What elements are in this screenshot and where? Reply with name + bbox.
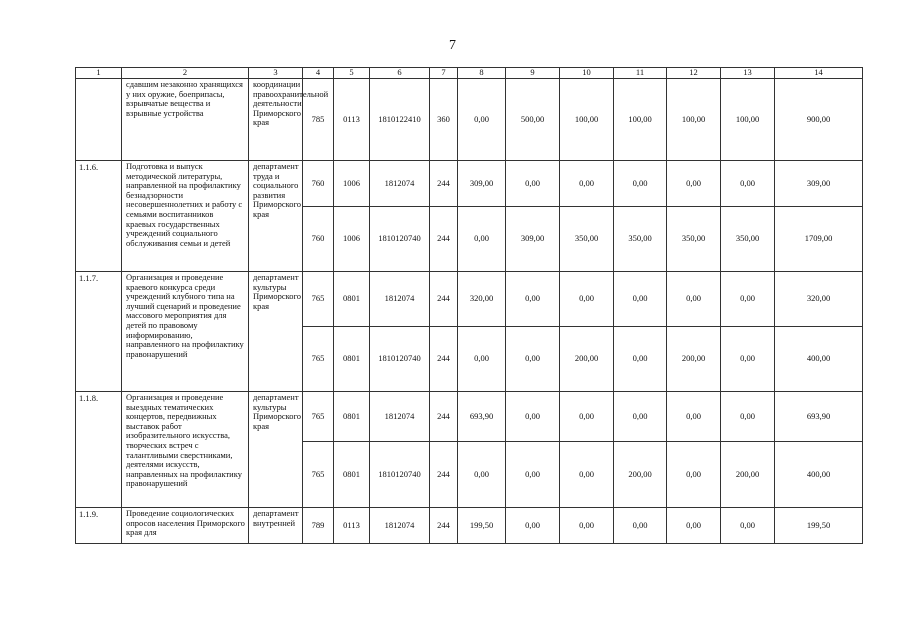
item-description: Организация и проведение краевого конкурса среди учреждений клубного типа на лучший сценарий и проведение массового мероприятия для детей по правовому информированию, направленного на профилактику правонарушений <box>122 272 249 392</box>
value-cell-c10: 0,00 <box>560 442 614 508</box>
value-cell-c5: 0801 <box>334 442 370 508</box>
item-number <box>76 79 122 161</box>
value-cell-c13: 0,00 <box>721 392 775 442</box>
value-cell-c10: 350,00 <box>560 207 614 272</box>
value-cell-c12: 350,00 <box>667 207 721 272</box>
value-cell-c5: 1006 <box>334 207 370 272</box>
value-cell-c10: 0,00 <box>560 392 614 442</box>
col-header: 3 <box>249 68 303 79</box>
value-cell-c12: 200,00 <box>667 327 721 392</box>
value-cell-c11: 0,00 <box>614 272 667 327</box>
value-cell-c4: 765 <box>303 272 334 327</box>
value-cell-c13: 0,00 <box>721 272 775 327</box>
item-executor: координации правоохранительной деятельности Приморского края <box>249 79 303 161</box>
value-cell-c7: 244 <box>430 272 458 327</box>
value-cell-c9: 309,00 <box>506 207 560 272</box>
item-executor: департамент культуры Приморского края <box>249 272 303 392</box>
value-cell-c14: 199,50 <box>775 508 863 544</box>
value-cell-c7: 244 <box>430 442 458 508</box>
value-cell-c10: 0,00 <box>560 272 614 327</box>
col-header: 8 <box>458 68 506 79</box>
item-description: Организация и проведение выездных тематических концертов, передвижных выставок работ изобразительного искусства, творческих встреч с талантливыми сверстниками, деятелями искусств, направленных на профилактику правонарушений <box>122 392 249 508</box>
col-header: 4 <box>303 68 334 79</box>
value-cell-c6: 1810122410 <box>370 79 430 161</box>
value-cell-c7: 244 <box>430 508 458 544</box>
col-header: 2 <box>122 68 249 79</box>
value-cell-c14: 309,00 <box>775 161 863 207</box>
value-cell-c11: 0,00 <box>614 392 667 442</box>
value-cell-c7: 244 <box>430 207 458 272</box>
value-cell-c8: 320,00 <box>458 272 506 327</box>
value-cell-c9: 0,00 <box>506 392 560 442</box>
value-cell-c5: 0113 <box>334 508 370 544</box>
col-header: 11 <box>614 68 667 79</box>
item-description: сдавшим незаконно хранящихся у них оружие, боеприпасы, взрывчатые вещества и взрывные устройства <box>122 79 249 161</box>
value-cell-c13: 200,00 <box>721 442 775 508</box>
value-cell-c8: 199,50 <box>458 508 506 544</box>
value-cell-c13: 350,00 <box>721 207 775 272</box>
value-cell-c11: 0,00 <box>614 508 667 544</box>
value-cell-c9: 0,00 <box>506 508 560 544</box>
value-cell-c5: 0801 <box>334 327 370 392</box>
value-cell-c14: 900,00 <box>775 79 863 161</box>
value-cell-c11: 350,00 <box>614 207 667 272</box>
value-cell-c8: 0,00 <box>458 79 506 161</box>
value-cell-c7: 244 <box>430 161 458 207</box>
value-cell-c13: 0,00 <box>721 508 775 544</box>
value-cell-c5: 0801 <box>334 392 370 442</box>
value-cell-c10: 0,00 <box>560 161 614 207</box>
value-cell-c8: 0,00 <box>458 442 506 508</box>
value-cell-c4: 789 <box>303 508 334 544</box>
value-cell-c6: 1812074 <box>370 272 430 327</box>
value-cell-c14: 400,00 <box>775 442 863 508</box>
value-cell-c6: 1812074 <box>370 392 430 442</box>
value-cell-c9: 0,00 <box>506 272 560 327</box>
value-cell-c11: 0,00 <box>614 161 667 207</box>
value-cell-c14: 400,00 <box>775 327 863 392</box>
value-cell-c4: 765 <box>303 392 334 442</box>
col-header: 12 <box>667 68 721 79</box>
item-number: 1.1.8. <box>76 392 122 508</box>
col-header: 5 <box>334 68 370 79</box>
item-description: Проведение социологических опросов населения Приморского края для <box>122 508 249 544</box>
column-number-row <box>76 68 863 79</box>
item-number: 1.1.7. <box>76 272 122 392</box>
value-cell-c12: 0,00 <box>667 272 721 327</box>
value-cell-c8: 0,00 <box>458 327 506 392</box>
item-executor: департамент труда и социального развития Приморского края <box>249 161 303 272</box>
table-row <box>76 392 863 442</box>
value-cell-c11: 0,00 <box>614 327 667 392</box>
value-cell-c13: 0,00 <box>721 327 775 392</box>
value-cell-c12: 0,00 <box>667 508 721 544</box>
value-cell-c7: 244 <box>430 392 458 442</box>
item-description: Подготовка и выпуск методической литературы, направленной на профилактику безнадзорности несовершеннолетних и работу с семьями воспитанников краевых государственных учреждений социального обслуживания семьи и детей <box>122 161 249 272</box>
col-header: 6 <box>370 68 430 79</box>
value-cell-c12: 0,00 <box>667 161 721 207</box>
value-cell-c9: 500,00 <box>506 79 560 161</box>
item-executor: департамент культуры Приморского края <box>249 392 303 508</box>
value-cell-c4: 785 <box>303 79 334 161</box>
col-header: 1 <box>76 68 122 79</box>
value-cell-c4: 765 <box>303 327 334 392</box>
value-cell-c4: 760 <box>303 161 334 207</box>
value-cell-c7: 360 <box>430 79 458 161</box>
value-cell-c14: 693,90 <box>775 392 863 442</box>
item-number: 1.1.6. <box>76 161 122 272</box>
col-header: 10 <box>560 68 614 79</box>
value-cell-c5: 0801 <box>334 272 370 327</box>
value-cell-c4: 760 <box>303 207 334 272</box>
col-header: 9 <box>506 68 560 79</box>
value-cell-c10: 100,00 <box>560 79 614 161</box>
table-row <box>76 79 863 161</box>
col-header: 14 <box>775 68 863 79</box>
item-executor: департамент внутренней <box>249 508 303 544</box>
col-header: 13 <box>721 68 775 79</box>
value-cell-c9: 0,00 <box>506 161 560 207</box>
table-row <box>76 508 863 544</box>
value-cell-c13: 0,00 <box>721 161 775 207</box>
value-cell-c12: 0,00 <box>667 442 721 508</box>
value-cell-c8: 0,00 <box>458 207 506 272</box>
value-cell-c12: 0,00 <box>667 392 721 442</box>
page-number: 7 <box>449 38 456 53</box>
value-cell-c8: 309,00 <box>458 161 506 207</box>
value-cell-c14: 1709,00 <box>775 207 863 272</box>
value-cell-c11: 100,00 <box>614 79 667 161</box>
value-cell-c6: 1810120740 <box>370 327 430 392</box>
value-cell-c6: 1812074 <box>370 508 430 544</box>
value-cell-c9: 0,00 <box>506 327 560 392</box>
item-number: 1.1.9. <box>76 508 122 544</box>
value-cell-c7: 244 <box>430 327 458 392</box>
value-cell-c5: 1006 <box>334 161 370 207</box>
table-row <box>76 161 863 207</box>
table-row <box>76 272 863 327</box>
value-cell-c5: 0113 <box>334 79 370 161</box>
value-cell-c10: 0,00 <box>560 508 614 544</box>
value-cell-c9: 0,00 <box>506 442 560 508</box>
value-cell-c11: 200,00 <box>614 442 667 508</box>
value-cell-c6: 1812074 <box>370 161 430 207</box>
value-cell-c6: 1810120740 <box>370 442 430 508</box>
value-cell-c12: 100,00 <box>667 79 721 161</box>
col-header: 7 <box>430 68 458 79</box>
value-cell-c10: 200,00 <box>560 327 614 392</box>
value-cell-c4: 765 <box>303 442 334 508</box>
value-cell-c13: 100,00 <box>721 79 775 161</box>
value-cell-c14: 320,00 <box>775 272 863 327</box>
value-cell-c6: 1810120740 <box>370 207 430 272</box>
budget-table <box>75 67 863 544</box>
value-cell-c8: 693,90 <box>458 392 506 442</box>
